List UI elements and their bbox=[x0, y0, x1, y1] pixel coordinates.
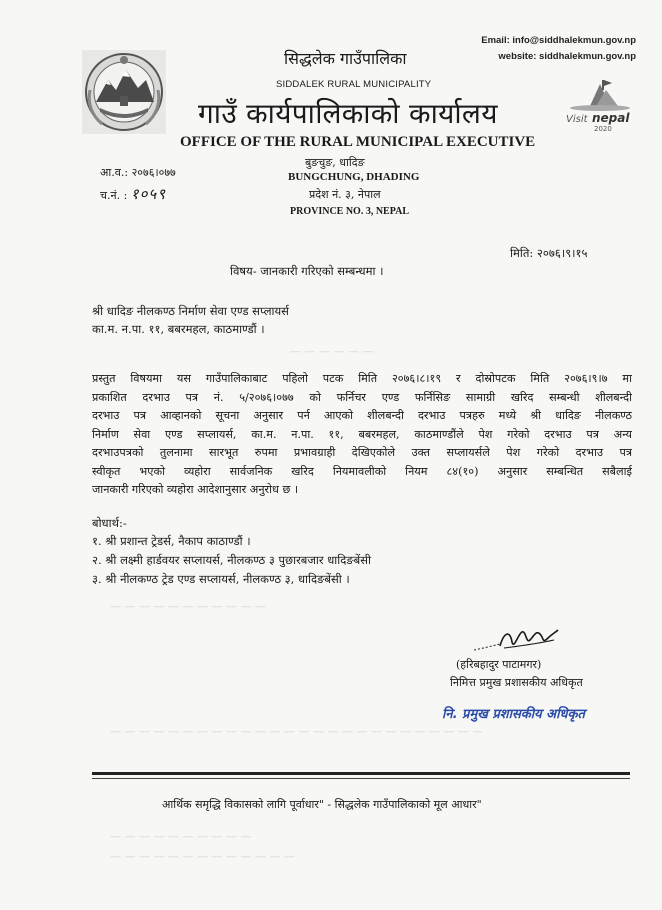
nepal-emblem-icon bbox=[82, 50, 166, 134]
office-title-nepali: गाउँ कार्यपालिकाको कार्यालय bbox=[198, 97, 498, 130]
reference-value: १०५९ bbox=[130, 185, 166, 203]
reference-number bbox=[100, 184, 166, 204]
bleed-through-text: — — — — — — — — — — — — — bbox=[110, 850, 295, 863]
bleed-through-text: — — — — — — bbox=[290, 345, 374, 358]
letter-date: मिति: २०७६।९।१५ bbox=[510, 246, 588, 260]
bleed-through-text: — — — — — — — — — — — bbox=[110, 600, 266, 613]
fiscal-year bbox=[100, 165, 176, 180]
body-line: प्रकाशित दरभाउ पत्र नं. ५/२०७६।०७७ को फर्निचर एण्ड फर्निसिङ सामाग्री खरिद सम्बन्धी शीलबन्दी bbox=[92, 390, 632, 404]
province-english: PROVINCE NO. 3, NEPAL bbox=[290, 206, 409, 217]
footer-slogan: आर्थिक समृद्धि विकासको लागि पूर्वाधार" - सिद्धलेक गाउँपालिकाको मूल आधार" bbox=[162, 798, 482, 811]
body-line: दरभाउपत्रको तुलनामा सारभूत रुपमा प्रभावग्राही देखिएकोले उक्त सप्लायर्सले पेश गरेको दरभाउ पत्र bbox=[92, 446, 632, 459]
body-line: निर्माण सेवा एण्ड सप्लायर्स, का.म. न.पा. ११, बबरमहल, काठमाण्डौंले पेश गरेको दरभाउ पत्र अन्य bbox=[92, 427, 632, 441]
fiscal-year-label: आ.व.: bbox=[100, 166, 129, 179]
letter-body bbox=[92, 370, 632, 500]
footer-divider-thin bbox=[92, 778, 630, 779]
bleed-through-text: — — — — — — — — — — bbox=[110, 830, 252, 843]
municipality-name-english: SIDDALEK RURAL MUNICIPALITY bbox=[276, 79, 432, 90]
body-line: जानकारी गरिएको व्यहोरा आदेशानुसार अनुरोध छ । bbox=[92, 483, 299, 496]
letter-subject: विषय- जानकारी गरिएको सम्बन्धमा । bbox=[230, 264, 384, 278]
official-stamp: नि. प्रमुख प्रशासकीय अधिकृत bbox=[442, 707, 585, 722]
signer-name: (हरिबहादुर पाटामगर) bbox=[456, 658, 542, 671]
reference-label: च.नं. : bbox=[100, 189, 128, 202]
body-line: प्रस्तुत विषयमा यस गाउँपालिकाबाट पहिलो पटक मिति २०७६।८।१९ र दोस्रोपटक मिति २०७६।९।७ मा bbox=[92, 372, 632, 385]
svg-text:2020: 2020 bbox=[594, 125, 612, 133]
province-nepali: प्रदेश नं. ३, नेपाल bbox=[309, 188, 381, 201]
cc-item: १. श्री प्रशान्त ट्रेडर्स, नैकाप काठाण्डौं । bbox=[92, 534, 251, 548]
signature-icon bbox=[470, 620, 560, 660]
svg-text:nepal: nepal bbox=[592, 111, 630, 125]
address-english: BUNGCHUNG, DHADING bbox=[288, 171, 420, 183]
footer-divider bbox=[92, 772, 630, 775]
fiscal-year-value: २०७६।०७७ bbox=[131, 166, 176, 179]
website-text: website: siddhalekmun.gov.np bbox=[498, 51, 636, 62]
contact-info bbox=[481, 33, 636, 65]
body-line: दरभाउ पत्र आव्हानको सूचना अनुसार पर्न आएको शीलबन्दी दरभाउ पत्रहरु मध्ये श्री धादिङ नीलकण्ठ bbox=[92, 409, 632, 422]
cc-item: २. श्री लक्ष्मी हार्डवयर सप्लायर्स, नीलकण्ठ ३ पुछारबजार धादिङबेंसी bbox=[92, 553, 371, 567]
bleed-through-text: — — — — — — — — — — — — — — — — — — — — — — — — — — bbox=[110, 725, 484, 738]
body-line: स्वीकृत भएको व्यहोरा सार्वजनिक खरिद नियमावलीको नियम ८४(१०) अनुसार सम्बन्धित सबैलाई bbox=[92, 464, 632, 478]
addressee-name: श्री धादिङ नीलकण्ठ निर्माण सेवा एण्ड सप्लायर्स bbox=[92, 304, 289, 318]
cc-item: ३. श्री नीलकण्ठ ट्रेड एण्ड सप्लायर्स, नीलकण्ठ ३, धादिङबेंसी । bbox=[92, 572, 350, 586]
office-title-english: OFFICE OF THE RURAL MUNICIPAL EXECUTIVE bbox=[180, 134, 536, 150]
email-text: Email: info@siddhalekmun.gov.np bbox=[481, 35, 636, 46]
address-nepali: बुङचुङ, धादिङ bbox=[305, 156, 365, 169]
municipality-name-nepali: सिद्धलेक गाउँपालिका bbox=[284, 49, 407, 68]
signer-title: निमित्त प्रमुख प्रशासकीय अधिकृत bbox=[450, 676, 583, 689]
visit-nepal-logo-icon bbox=[560, 76, 640, 134]
svg-text:Visit: Visit bbox=[566, 114, 588, 125]
cc-label: बोधार्थ:- bbox=[92, 516, 127, 530]
addressee-address: का.म. न.पा. ११, बबरमहल, काठमाण्डौं । bbox=[92, 322, 265, 336]
